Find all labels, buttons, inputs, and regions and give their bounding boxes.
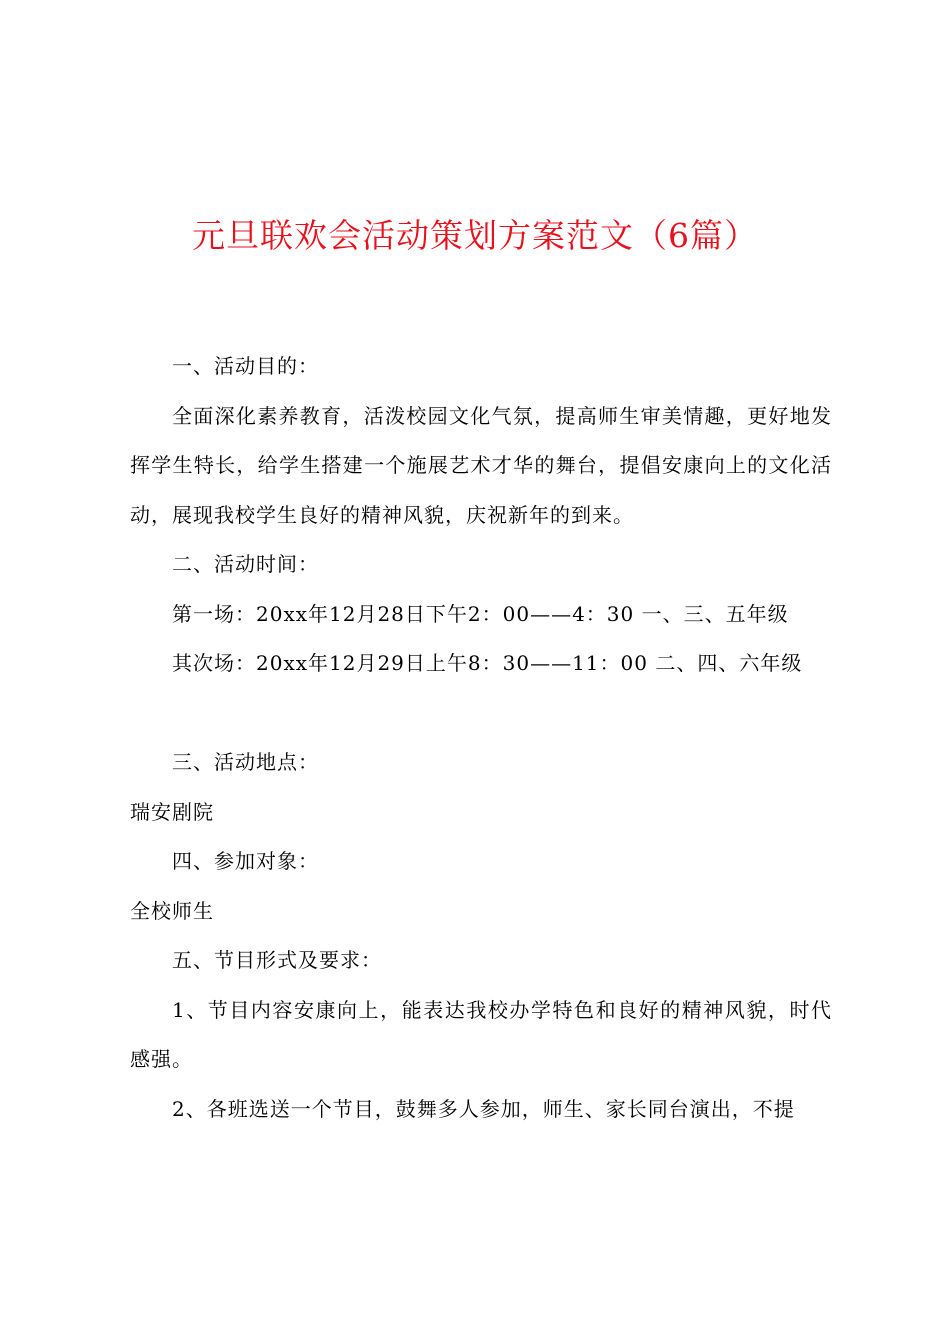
- schedule-second-session: 其次场：20xx年12月29日上午8：30——11：00 二、四、六年级: [172, 651, 803, 675]
- requirement-item-1: 1、节目内容安康向上，能表达我校办学特色和良好的精神风貌，时代感强。: [130, 997, 832, 1071]
- document-title: 元旦联欢会活动策划方案范文（6篇）: [192, 216, 758, 255]
- section-heading-purpose: 一、活动目的：: [172, 354, 319, 378]
- section-heading-location: 三、活动地点：: [172, 750, 319, 774]
- section-heading-program-requirements: 五、节目形式及要求：: [172, 948, 382, 972]
- blank-line: [130, 689, 832, 739]
- requirement-item-2: 2、各班选送一个节目，鼓舞多人参加，师生、家长同台演出，不提: [172, 1096, 795, 1121]
- paragraph-purpose: 全面深化素养教育，活泼校园文化气氛，提高师生审美情趣，更好地发挥学生特长，给学生搭建一个施展艺术才华的舞台，提倡安康向上的文化活动，展现我校学生良好的精神风貌，庆祝新年的到来。: [130, 403, 832, 527]
- schedule-first-session: 第一场：20xx年12月28日下午2：00——4：30 一、三、五年级: [172, 601, 789, 626]
- document-body: [130, 342, 832, 1134]
- section-heading-time: 二、活动时间：: [172, 552, 319, 576]
- section-heading-participants: 四、参加对象：: [172, 849, 319, 873]
- paragraph-location: 瑞安剧院: [130, 799, 214, 824]
- paragraph-participants: 全校师生: [130, 898, 214, 923]
